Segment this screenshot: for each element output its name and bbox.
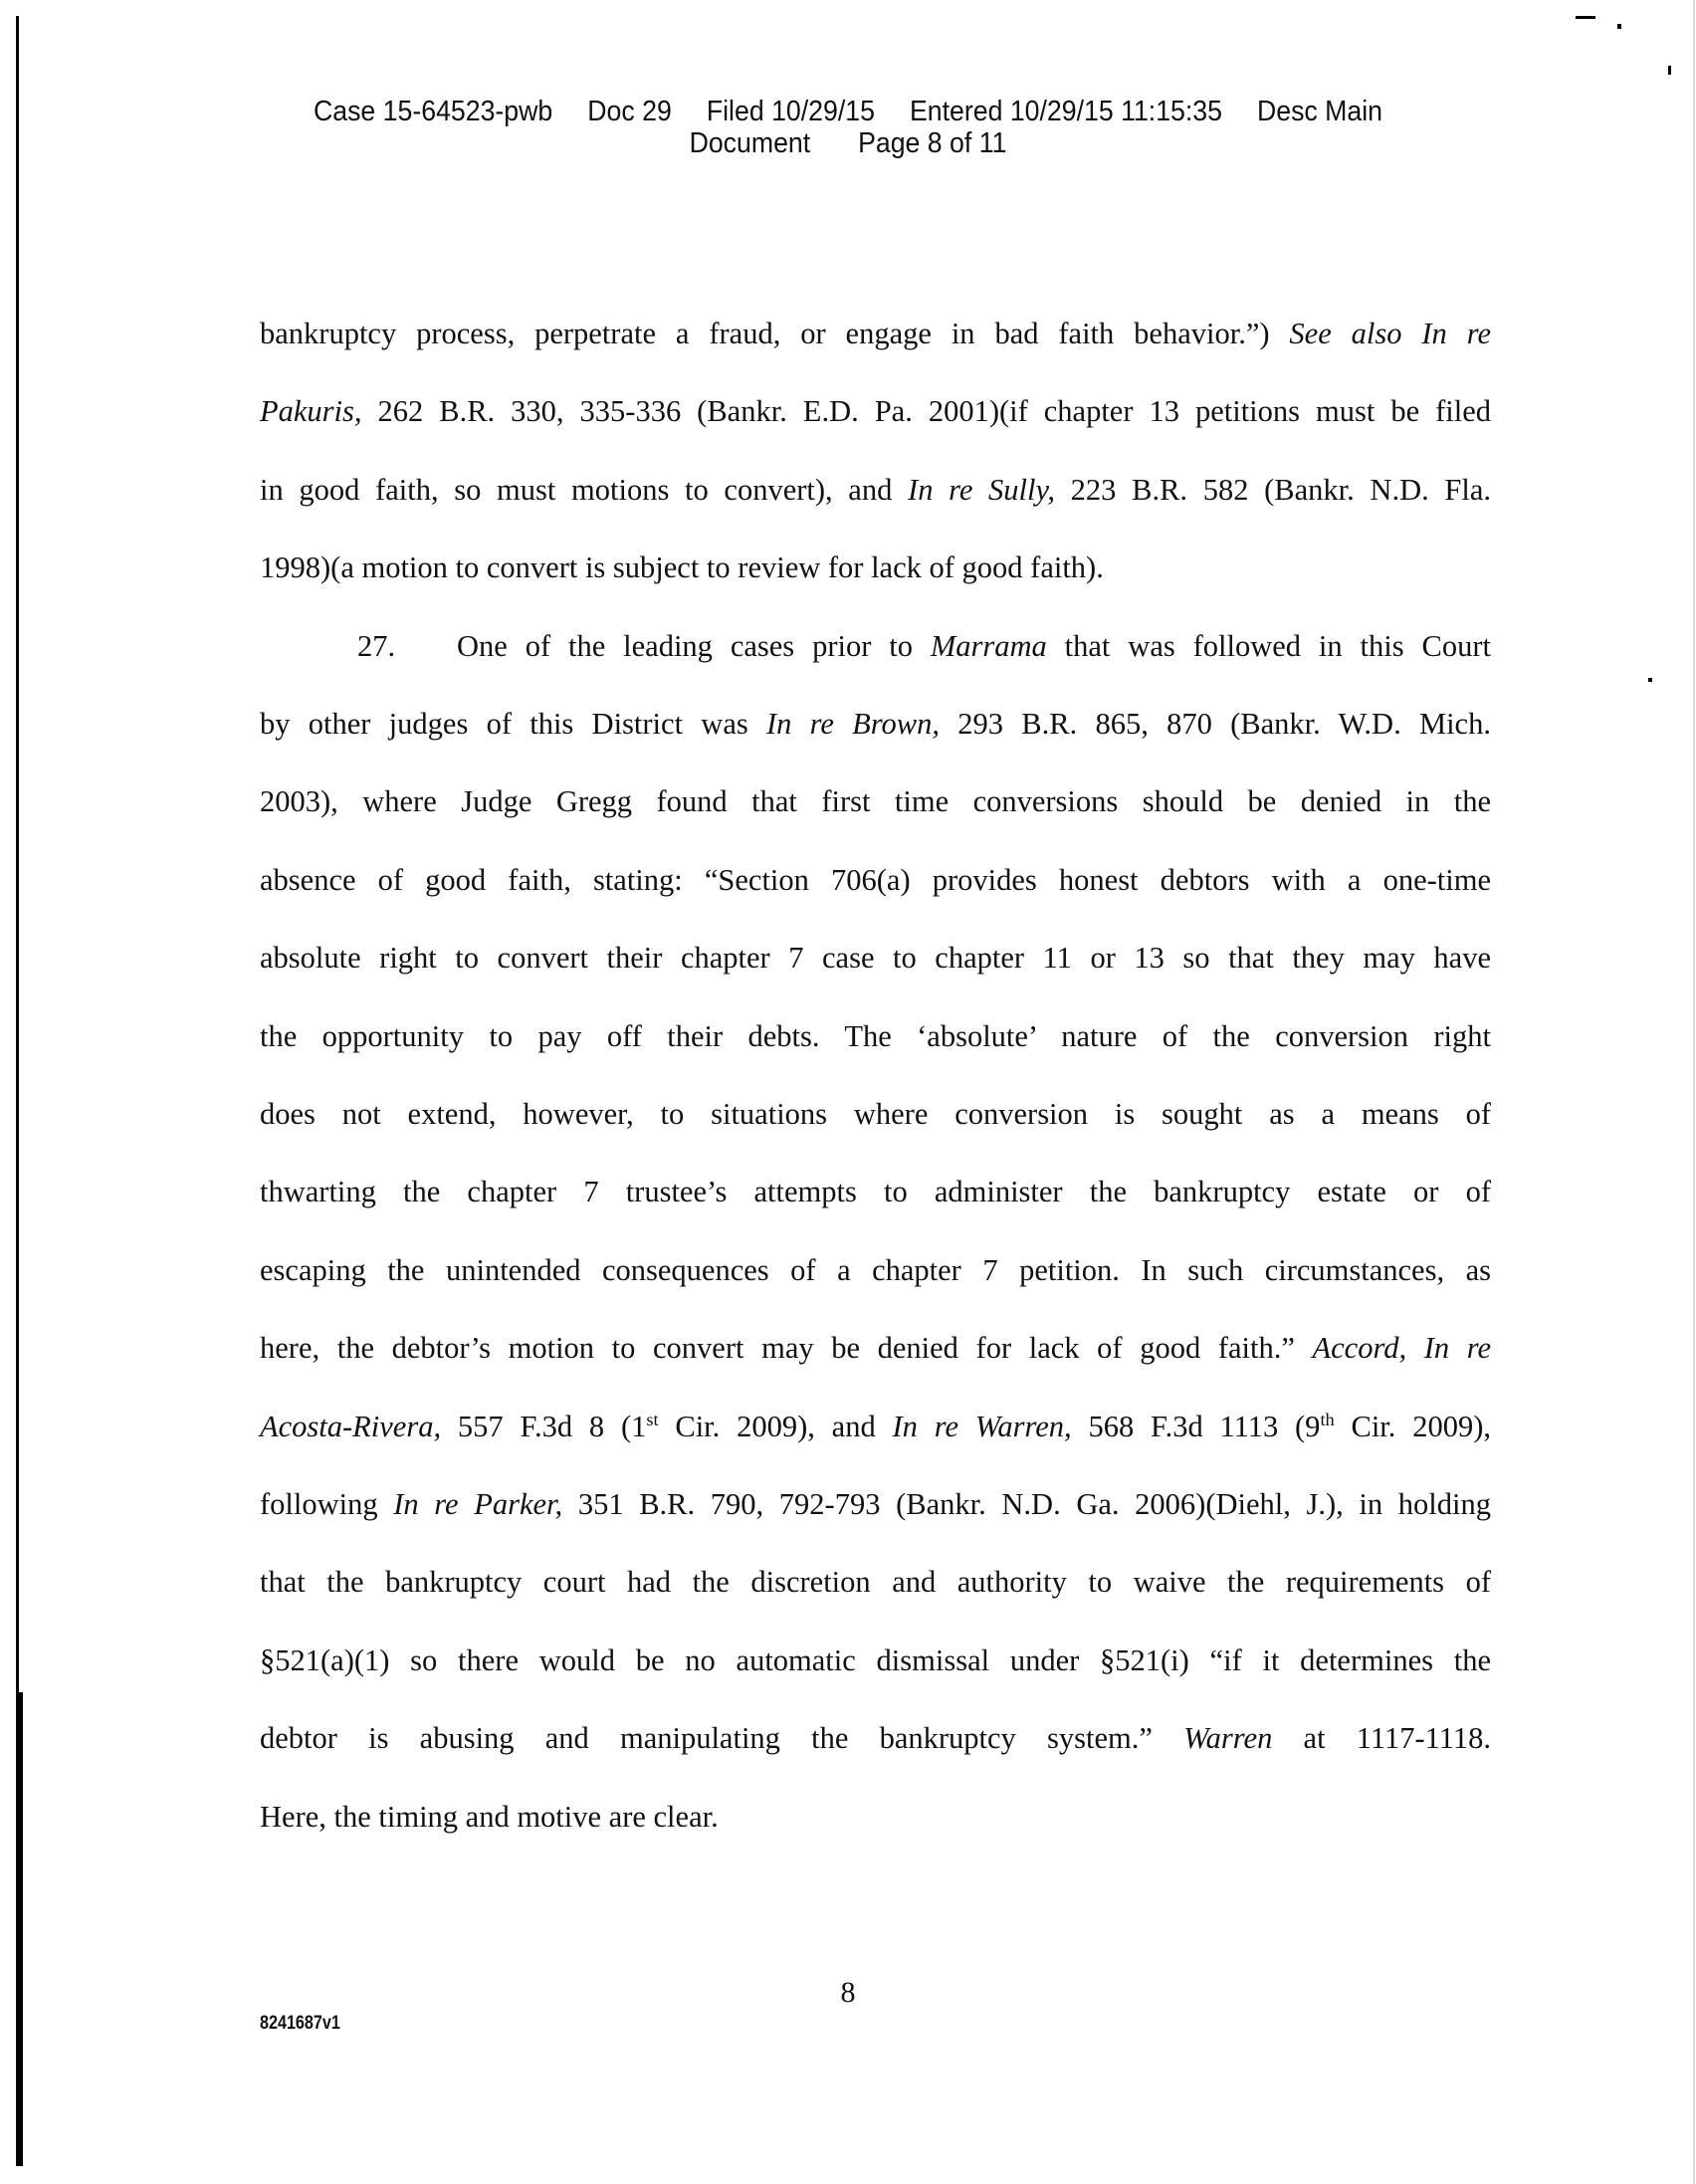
text-run: 557 F.3d 8 (1 bbox=[441, 1409, 647, 1443]
case-header-line2 bbox=[68, 127, 1628, 160]
text-run: absence of good faith, stating: “Section 706(a) provides honest debtors with a one-time bbox=[260, 862, 1491, 897]
text-run: here, the debtor’s motion to convert may be denied for lack of good faith.” bbox=[260, 1331, 1313, 1366]
text-run: the opportunity to pay off their debts. The ‘absolute’ nature of the conversion right bbox=[260, 1018, 1491, 1053]
scan-artifact bbox=[1576, 16, 1595, 19]
text-line bbox=[260, 1718, 1491, 1758]
text-line bbox=[260, 1640, 1491, 1680]
text-run: bankruptcy process, perpetrate a fraud, or engage in bad faith behavior.”) bbox=[260, 317, 1290, 350]
text-run: at 1117-1118. bbox=[1272, 1721, 1492, 1756]
text-line bbox=[260, 781, 1491, 821]
scan-artifact bbox=[1617, 24, 1621, 29]
text-run: 293 B.R. 865, 870 (Bankr. W.D. Mich. bbox=[940, 707, 1491, 741]
text-run: Here, the timing and motive are clear. bbox=[260, 1799, 719, 1834]
scan-edge-left-bottom bbox=[16, 1692, 23, 2166]
text-line bbox=[260, 1797, 1491, 1837]
text-line bbox=[260, 1094, 1491, 1134]
case-citation: In re Parker, bbox=[393, 1487, 563, 1521]
text-line bbox=[260, 1328, 1491, 1368]
text-run: 2003), where Judge Gregg found that first time conversions should be denied in the bbox=[260, 784, 1491, 819]
case-citation: Pakuris, bbox=[260, 394, 362, 429]
text-run: escaping the unintended consequences of a chapter 7 petition. In such circumstances, as bbox=[260, 1252, 1491, 1287]
doc-type: Document bbox=[689, 127, 811, 159]
text-line bbox=[260, 1250, 1491, 1290]
scan-edge-left bbox=[16, 16, 19, 1698]
text-line bbox=[260, 547, 1491, 587]
text-line bbox=[260, 1562, 1491, 1602]
text-run: 568 F.3d 1113 (9 bbox=[1071, 1409, 1321, 1443]
case-citation: Accord, In re bbox=[1312, 1331, 1491, 1366]
text-line bbox=[260, 1016, 1491, 1056]
text-run: that was followed in this Court bbox=[1046, 628, 1491, 663]
ordinal-suffix: th bbox=[1320, 1409, 1335, 1429]
text-run: 262 B.R. 330, 335-336 (Bankr. E.D. Pa. 2001)(if chapter 13 petitions must be filed bbox=[361, 394, 1491, 429]
text-run: Cir. 2009), bbox=[1334, 1409, 1491, 1443]
text-run: absolute right to convert their chapter 7 case to chapter 11 or 13 so that they may have bbox=[260, 941, 1491, 976]
text-line bbox=[260, 938, 1491, 978]
case-citation: In re Warren, bbox=[892, 1409, 1072, 1443]
case-citation: Marrama bbox=[930, 628, 1047, 663]
paragraph-number: 27. bbox=[357, 628, 396, 663]
text-run: Cir. 2009), and bbox=[658, 1409, 893, 1443]
text-line bbox=[260, 1484, 1491, 1524]
case-citation: Warren bbox=[1183, 1721, 1273, 1756]
case-header bbox=[68, 96, 1628, 128]
text-line bbox=[260, 1172, 1491, 1211]
text-run: §521(a)(1) so there would be no automatic dismissal under §521(i) “if it determines the bbox=[260, 1642, 1491, 1677]
text-run: One of the leading cases prior to bbox=[457, 628, 931, 663]
case-citation: In re Brown, bbox=[765, 707, 941, 741]
case-citation: In re Sully, bbox=[908, 472, 1055, 507]
text-run: 223 B.R. 582 (Bankr. N.D. Fla. bbox=[1055, 472, 1492, 507]
text-line bbox=[260, 860, 1491, 900]
filed-date: Filed 10/29/15 bbox=[706, 96, 875, 127]
text-run: 1998)(a motion to convert is subject to review for lack of good faith). bbox=[260, 550, 1104, 585]
document-id: 8241687v1 bbox=[260, 2013, 340, 2034]
doc-number: Doc 29 bbox=[587, 96, 672, 127]
text-run: that the bankruptcy court had the discretion and authority to waive the requirements of bbox=[260, 1565, 1491, 1600]
scan-artifact bbox=[1668, 66, 1671, 75]
scan-artifact bbox=[1648, 678, 1652, 682]
entered-date: Entered 10/29/15 11:15:35 bbox=[909, 96, 1222, 127]
text-line bbox=[260, 704, 1491, 744]
page-indicator: Page 8 of 11 bbox=[858, 127, 1007, 159]
doc-description: Desc Main bbox=[1256, 96, 1383, 127]
text-line bbox=[260, 1407, 1491, 1446]
ordinal-suffix: st bbox=[646, 1409, 659, 1429]
text-run: in good faith, so must motions to convert), and bbox=[260, 472, 909, 507]
case-number: Case 15-64523-pwb bbox=[313, 96, 553, 127]
text-run: following bbox=[260, 1487, 394, 1521]
text-line bbox=[260, 626, 1491, 666]
case-citation: Acosta-Rivera, bbox=[260, 1409, 442, 1443]
text-run: thwarting the chapter 7 trustee’s attempts to administer the bankruptcy estate or of bbox=[260, 1175, 1491, 1209]
text-line bbox=[260, 391, 1491, 431]
text-line bbox=[260, 470, 1491, 510]
text-line bbox=[260, 314, 1491, 353]
text-run: 351 B.R. 790, 792-793 (Bankr. N.D. Ga. 2006)(Diehl, J.), in holding bbox=[562, 1487, 1491, 1521]
case-citation: See also In re bbox=[1289, 317, 1491, 350]
text-run: by other judges of this District was bbox=[260, 707, 766, 741]
text-run: debtor is abusing and manipulating the bankruptcy system.” bbox=[260, 1721, 1184, 1756]
page-number: 8 bbox=[840, 1976, 856, 2009]
scan-edge-right bbox=[1693, 0, 1695, 2184]
text-run: does not extend, however, to situations where conversion is sought as a means of bbox=[260, 1097, 1491, 1131]
